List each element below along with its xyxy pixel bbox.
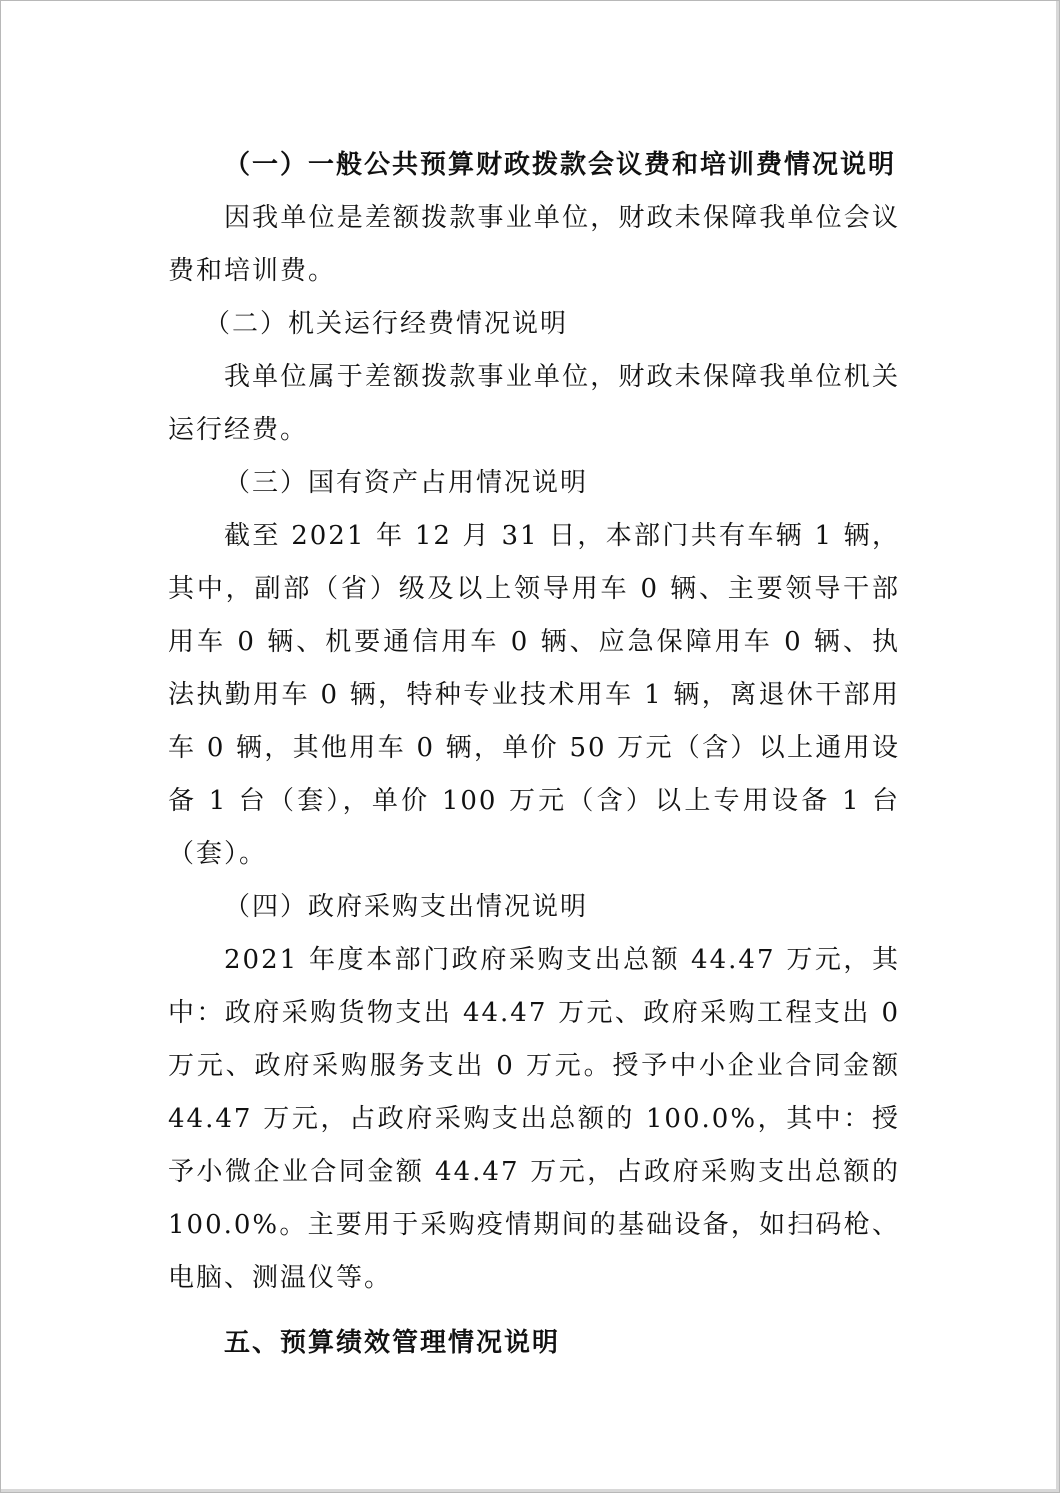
section-heading-state-assets: （三）国有资产占用情况说明 [224,468,589,498]
section-heading-procurement: （四）政府采购支出情况说明 [224,892,589,922]
paragraph-state-assets: 截至 2021 年 12 月 31 日，本部门共有车辆 1 辆，其中，副部（省）级及以上领导用车 0 辆、主要领导干部用车 0 辆、机要通信用车 0 辆、应急保障用车 0 辆、执法执勤用车 0 辆，特种专业技术用车 1 辆，离退休干部用车 0 辆，其他用车 0 辆，单价 50 万元（含）以上通用设备 1 台（套），单价 100 万元（含）以上专用设备 1 台（套）。 [168,521,900,869]
paragraph-operating-costs: 我单位属于差额拨款事业单位，财政未保障我单位机关运行经费。 [168,362,900,445]
document-body [168,139,900,1370]
paragraph-meeting-training: 因我单位是差额拨款事业单位，财政未保障我单位会议费和培训费。 [168,203,900,286]
section-heading-operating-costs: （二）机关运行经费情况说明 [204,309,569,339]
section-heading-meeting-training: （一）一般公共预算财政拨款会议费和培训费情况说明 [224,150,897,180]
section-heading-performance-management: 五、预算绩效管理情况说明 [224,1328,561,1358]
paragraph-procurement: 2021 年度本部门政府采购支出总额 44.47 万元，其中：政府采购货物支出 44.47 万元、政府采购工程支出 0 万元、政府采购服务支出 0 万元。授予中小企业合同金额 44.47 万元，占政府采购支出总额的 100.0%，其中：授予小微企业合同金额 44.47 万元，占政府采购支出总额的 100.0%。主要用于采购疫情期间的基础设备，如扫码枪、电脑、测温仪等。 [168,945,900,1293]
